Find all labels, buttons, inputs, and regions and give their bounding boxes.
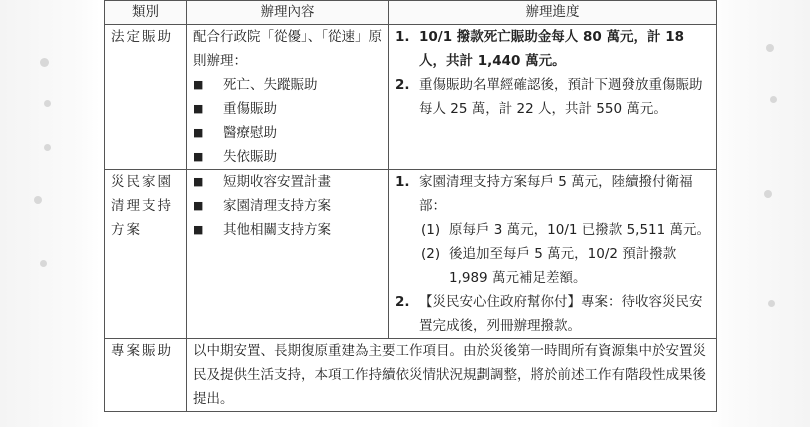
category-cell: 專案賑助 [105, 339, 187, 412]
background-dot [40, 260, 47, 267]
progress-cell [389, 170, 717, 339]
background-dot [44, 144, 51, 151]
list-item-text: 短期收容安置計畫 [223, 174, 331, 190]
square-bullet-icon: ■ [193, 78, 204, 91]
list-item-text: 其他相關支持方案 [223, 222, 331, 238]
list-number: 2. [395, 77, 410, 93]
square-bullet-icon: ■ [193, 102, 204, 115]
list-item [395, 218, 710, 242]
list-number: 1. [395, 174, 410, 190]
square-bullet-icon: ■ [193, 150, 204, 163]
list-item-text: 重傷賑助名單經確認後，預計下週發放重傷賑助每人 25 萬，計 22 人，共計 550 萬元。 [419, 77, 703, 117]
list-item [395, 73, 710, 121]
category-cell: 災民家園清理支持方案 [105, 170, 187, 339]
table-row [105, 339, 717, 412]
progress-list [395, 25, 710, 121]
list-item-text: 家園清理支持方案 [223, 198, 331, 214]
background-dot [770, 96, 777, 103]
square-bullet-icon: ■ [193, 223, 204, 236]
list-number: 1. [395, 29, 410, 45]
progress-list [395, 170, 710, 218]
content-cell [187, 170, 389, 339]
list-item-text: 家園清理支持方案每戶 5 萬元，陸續撥付衛福部： [419, 174, 693, 214]
relief-progress-table [104, 0, 717, 412]
list-number: (1) [421, 222, 441, 238]
content-list [193, 170, 382, 242]
list-number: 2. [395, 294, 410, 310]
list-number: (2) [421, 246, 441, 262]
table-row [105, 25, 717, 170]
list-item [395, 25, 710, 73]
content-intro: 配合行政院「從優」、「從速」原則辦理： [193, 29, 382, 69]
table-row [105, 170, 717, 339]
background-dot [768, 300, 775, 307]
background-dot [44, 100, 51, 107]
list-item [193, 218, 382, 242]
list-item [193, 170, 382, 194]
content-cell [187, 25, 389, 170]
background-right-blur [710, 0, 810, 427]
header-category: 類別 [105, 1, 187, 25]
table-header-row [105, 1, 717, 25]
background-left-blur [0, 0, 100, 427]
list-item [193, 97, 382, 121]
list-item [395, 290, 710, 338]
list-item-text: 【災民安心住政府幫你付】專案：待收容災民安置完成後，列冊辦理撥款。 [419, 294, 703, 334]
square-bullet-icon: ■ [193, 126, 204, 139]
background-dot [764, 190, 772, 198]
progress-cell [389, 25, 717, 170]
list-item [193, 194, 382, 218]
list-item-text: 原每戶 3 萬元，10/1 已撥款 5,511 萬元。 [449, 222, 711, 238]
list-item-text: 失依賑助 [223, 149, 277, 165]
header-content: 辦理內容 [187, 1, 389, 25]
background-dot [40, 58, 49, 67]
background-dot [34, 196, 42, 204]
content-cell: 以中期安置、長期復原重建為主要工作項目。由於災後第一時間所有資源集中於安置災民及提供生活支持，本項工作持續依災情狀況規劃調整，將於前述工作有階段性成果後提出。 [187, 339, 717, 412]
list-item [193, 73, 382, 97]
progress-sublist [395, 218, 710, 290]
list-item-text: 死亡、失蹤賑助 [223, 77, 318, 93]
list-item [395, 170, 710, 218]
square-bullet-icon: ■ [193, 199, 204, 212]
list-item [193, 121, 382, 145]
list-item [395, 242, 710, 290]
content-list [193, 73, 382, 169]
square-bullet-icon: ■ [193, 175, 204, 188]
list-item-text: 醫療慰助 [223, 125, 277, 141]
category-cell: 法定賑助 [105, 25, 187, 170]
progress-list [395, 290, 710, 338]
header-progress: 辦理進度 [389, 1, 717, 25]
background-dot [766, 44, 774, 52]
list-item-text: 重傷賑助 [223, 101, 277, 117]
list-item-text: 後追加至每戶 5 萬元，10/2 預計撥款 1,989 萬元補足差額。 [449, 246, 677, 286]
list-item [193, 145, 382, 169]
list-item-text: 10/1 撥款死亡賑助金每人 80 萬元，計 18 人，共計 1,440 萬元。 [419, 29, 684, 69]
